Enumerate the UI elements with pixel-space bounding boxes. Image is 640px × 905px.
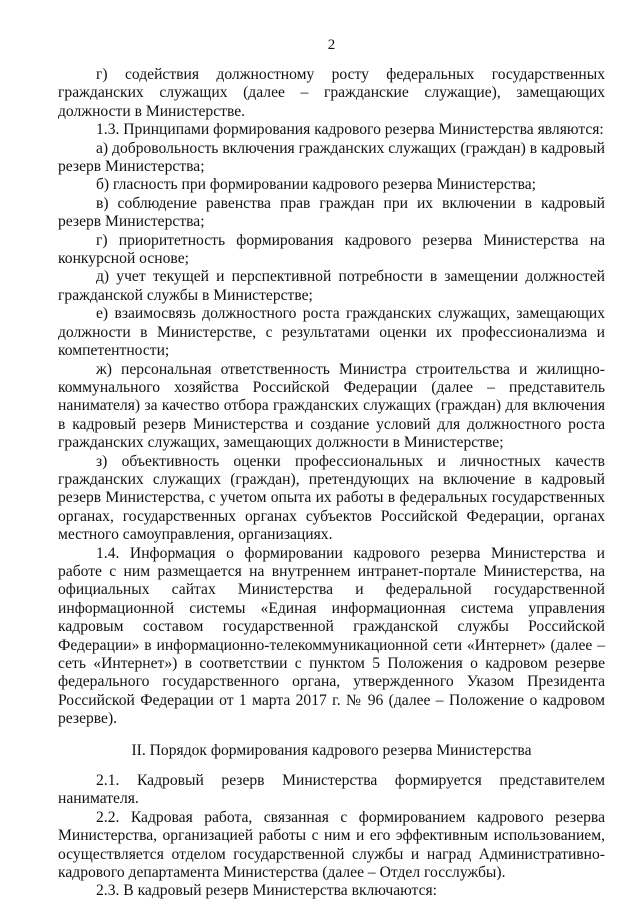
paragraph-2-1: 2.1. Кадровый резерв Министерства формируется представителем нанимателя. [58,772,605,808]
document-body [58,66,605,901]
paragraph-zh: ж) персональная ответственность Министра строительства и жилищно-коммунального хозяйства Российской Федерации (далее – представитель нанимателя) за качество отбора гражданских служащих (граждан) для включения в кадровый резерв Министерства и создание условий для должностного роста гражданских служащих, замещающих должности в Министерстве; [58,360,605,452]
document-page [58,0,605,905]
paragraph-1-3: 1.3. Принципами формирования кадрового резерва Министерства являются: [96,121,604,139]
paragraph-1-4: 1.4. Информация о формировании кадрового резерва Министерства и работе с ним размещается на внутреннем интранет-портале Министерства, на официальных сайтах Министерства и федеральной государственной информационной системы «Единая информационная система управления кадровым составом государственной гражданской службы Российской Федерации» в информационно-телекоммуникационной сети «Интернет» (далее – сеть «Интернет») в соответствии с пунктом 5 Положения о кадровом резерве федерального государственного органа, утвержденного Указом Президента Российской Федерации от 1 марта 2017 г. № 96 (далее – Положение о кадровом резерве). [58,544,605,728]
page-number: 2 [327,37,336,53]
paragraph-b: б) гласность при формировании кадрового резерва Министерства; [96,176,537,194]
paragraph-e: е) взаимосвязь должностного роста гражданских служащих, замещающих должности в Министерстве, с результатами оценки их профессионализма и компетентности; [58,305,605,360]
section-heading: II. Порядок формирования кадрового резерва Министерства [131,741,532,759]
paragraph-2-2: 2.2. Кадровая работа, связанная с формированием кадрового резерва Министерства, организацией работы с ним и его эффективным использованием, осуществляется отделом государственной службы и наград Административно-кадрового департамента Министерства (далее – Отдел госслужбы). [58,808,605,882]
paragraph-z: з) объективность оценки профессиональных и личностных качеств гражданских служащих (граждан), претендующих на включение в кадровый резерв Министерства, с учетом опыта их работы в федеральных государственных органах, государственных органах субъектов Российской Федерации, органах местного самоуправления, организациях. [58,452,605,544]
paragraph-d: д) учет текущей и перспективной потребности в замещении должностей гражданской службы в Министерстве; [58,268,605,304]
paragraph-g-promotion: г) содействия должностному росту федеральных государственных гражданских служащих (далее – гражданские служащие), замещающих должности в Министерстве. [58,66,605,120]
paragraph-2-3: 2.3. В кадровый резерв Министерства включаются: [96,882,437,900]
paragraph-g-priority: г) приоритетность формирования кадрового резерва Министерства на конкурсной основе; [58,231,605,268]
paragraph-v: в) соблюдение равенства прав граждан при их включении в кадровый резерв Министерства; [58,194,605,231]
paragraph-a: а) добровольность включения гражданских служащих (граждан) в кадровый резерв Министерства; [58,139,605,176]
